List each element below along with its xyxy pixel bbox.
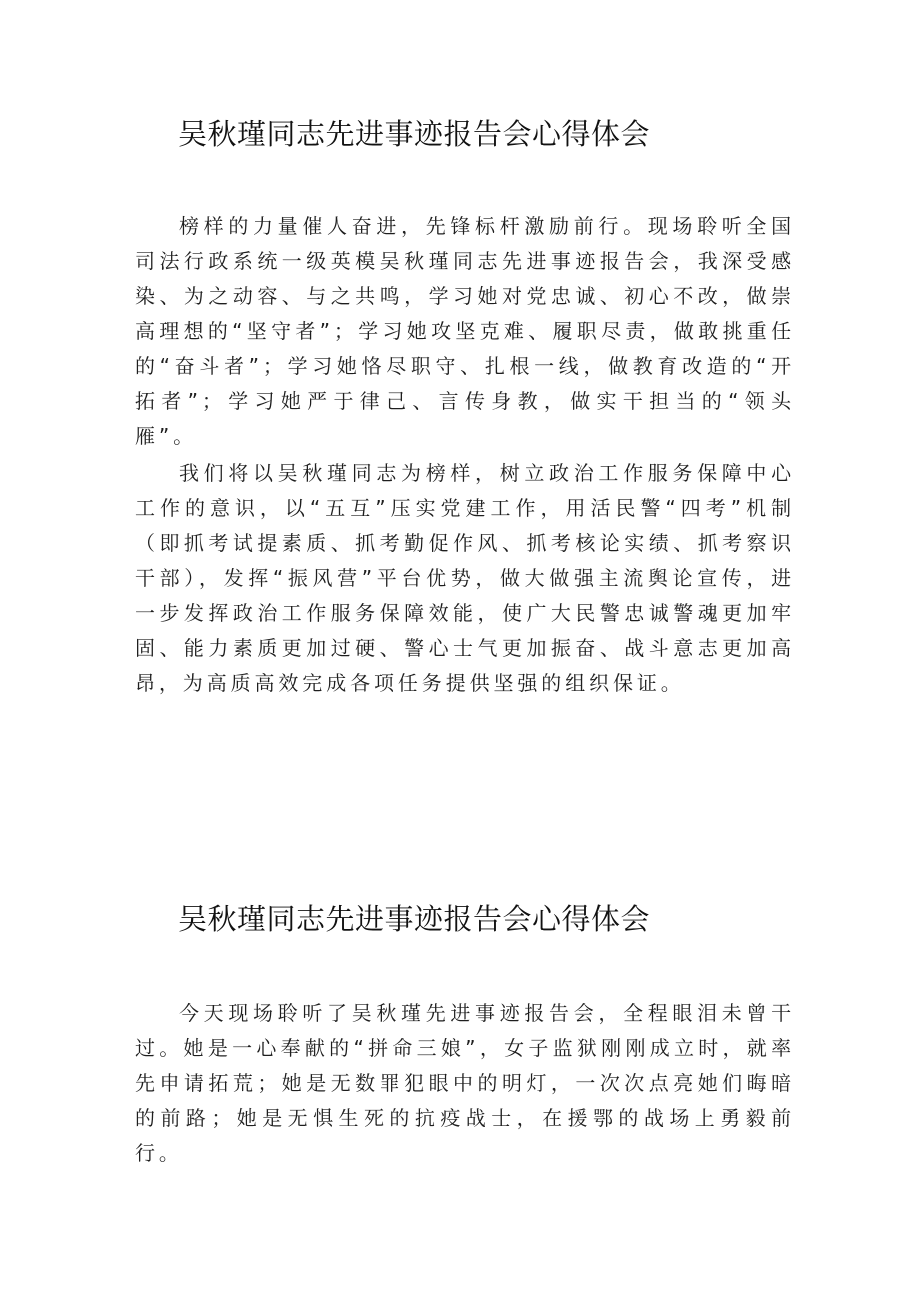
article-section-1 <box>0 110 920 701</box>
article-paragraph: 我们将以吴秋瑾同志为榜样，树立政治工作服务保障中心工作的意识，以“五互”压实党建工作，用活民警“四考”机制（即抓考试提素质、抓考勤促作风、抓考核论实绩、抓考察识干部），发挥“振风营”平台优势，做大做强主流舆论宣传，进一步发挥政治工作服务保障效能，使广大民警忠诚警魂更加牢固、能力素质更加过硬、警心士气更加振奋、战斗意志更加高昂，为高质高效完成各项任务提供坚强的组织保证。 <box>135 461 795 695</box>
article-paragraph: 榜样的力量催人奋进，先锋标杆激励前行。现场聆听全国司法行政系统一级英模吴秋瑾同志先进事迹报告会，我深受感染、为之动容、与之共鸣，学习她对党忠诚、初心不改，做崇高理想的“坚守者”；学习她攻坚克难、履职尽责，做敢挑重任的“奋斗者”；学习她恪尽职守、扎根一线，做教育改造的“开拓者”；学习她严于律己、言传身教，做实干担当的“领头雁”。 <box>135 214 795 448</box>
article-paragraph: 今天现场聆听了吴秋瑾先进事迹报告会，全程眼泪未曾干过。她是一心奉献的“拼命三娘”，女子监狱刚刚成立时，就率先申请拓荒；她是无数罪犯眼中的明灯，一次次点亮她们晦暗的前路；她是无惧生死的抗疫战士，在援鄂的战场上勇毅前行。 <box>135 1001 795 1165</box>
article-title: 吴秋瑾同志先进事迹报告会心得体会 <box>178 902 651 936</box>
article-title: 吴秋瑾同志先进事迹报告会心得体会 <box>178 117 651 151</box>
article-section-2 <box>0 895 920 1171</box>
